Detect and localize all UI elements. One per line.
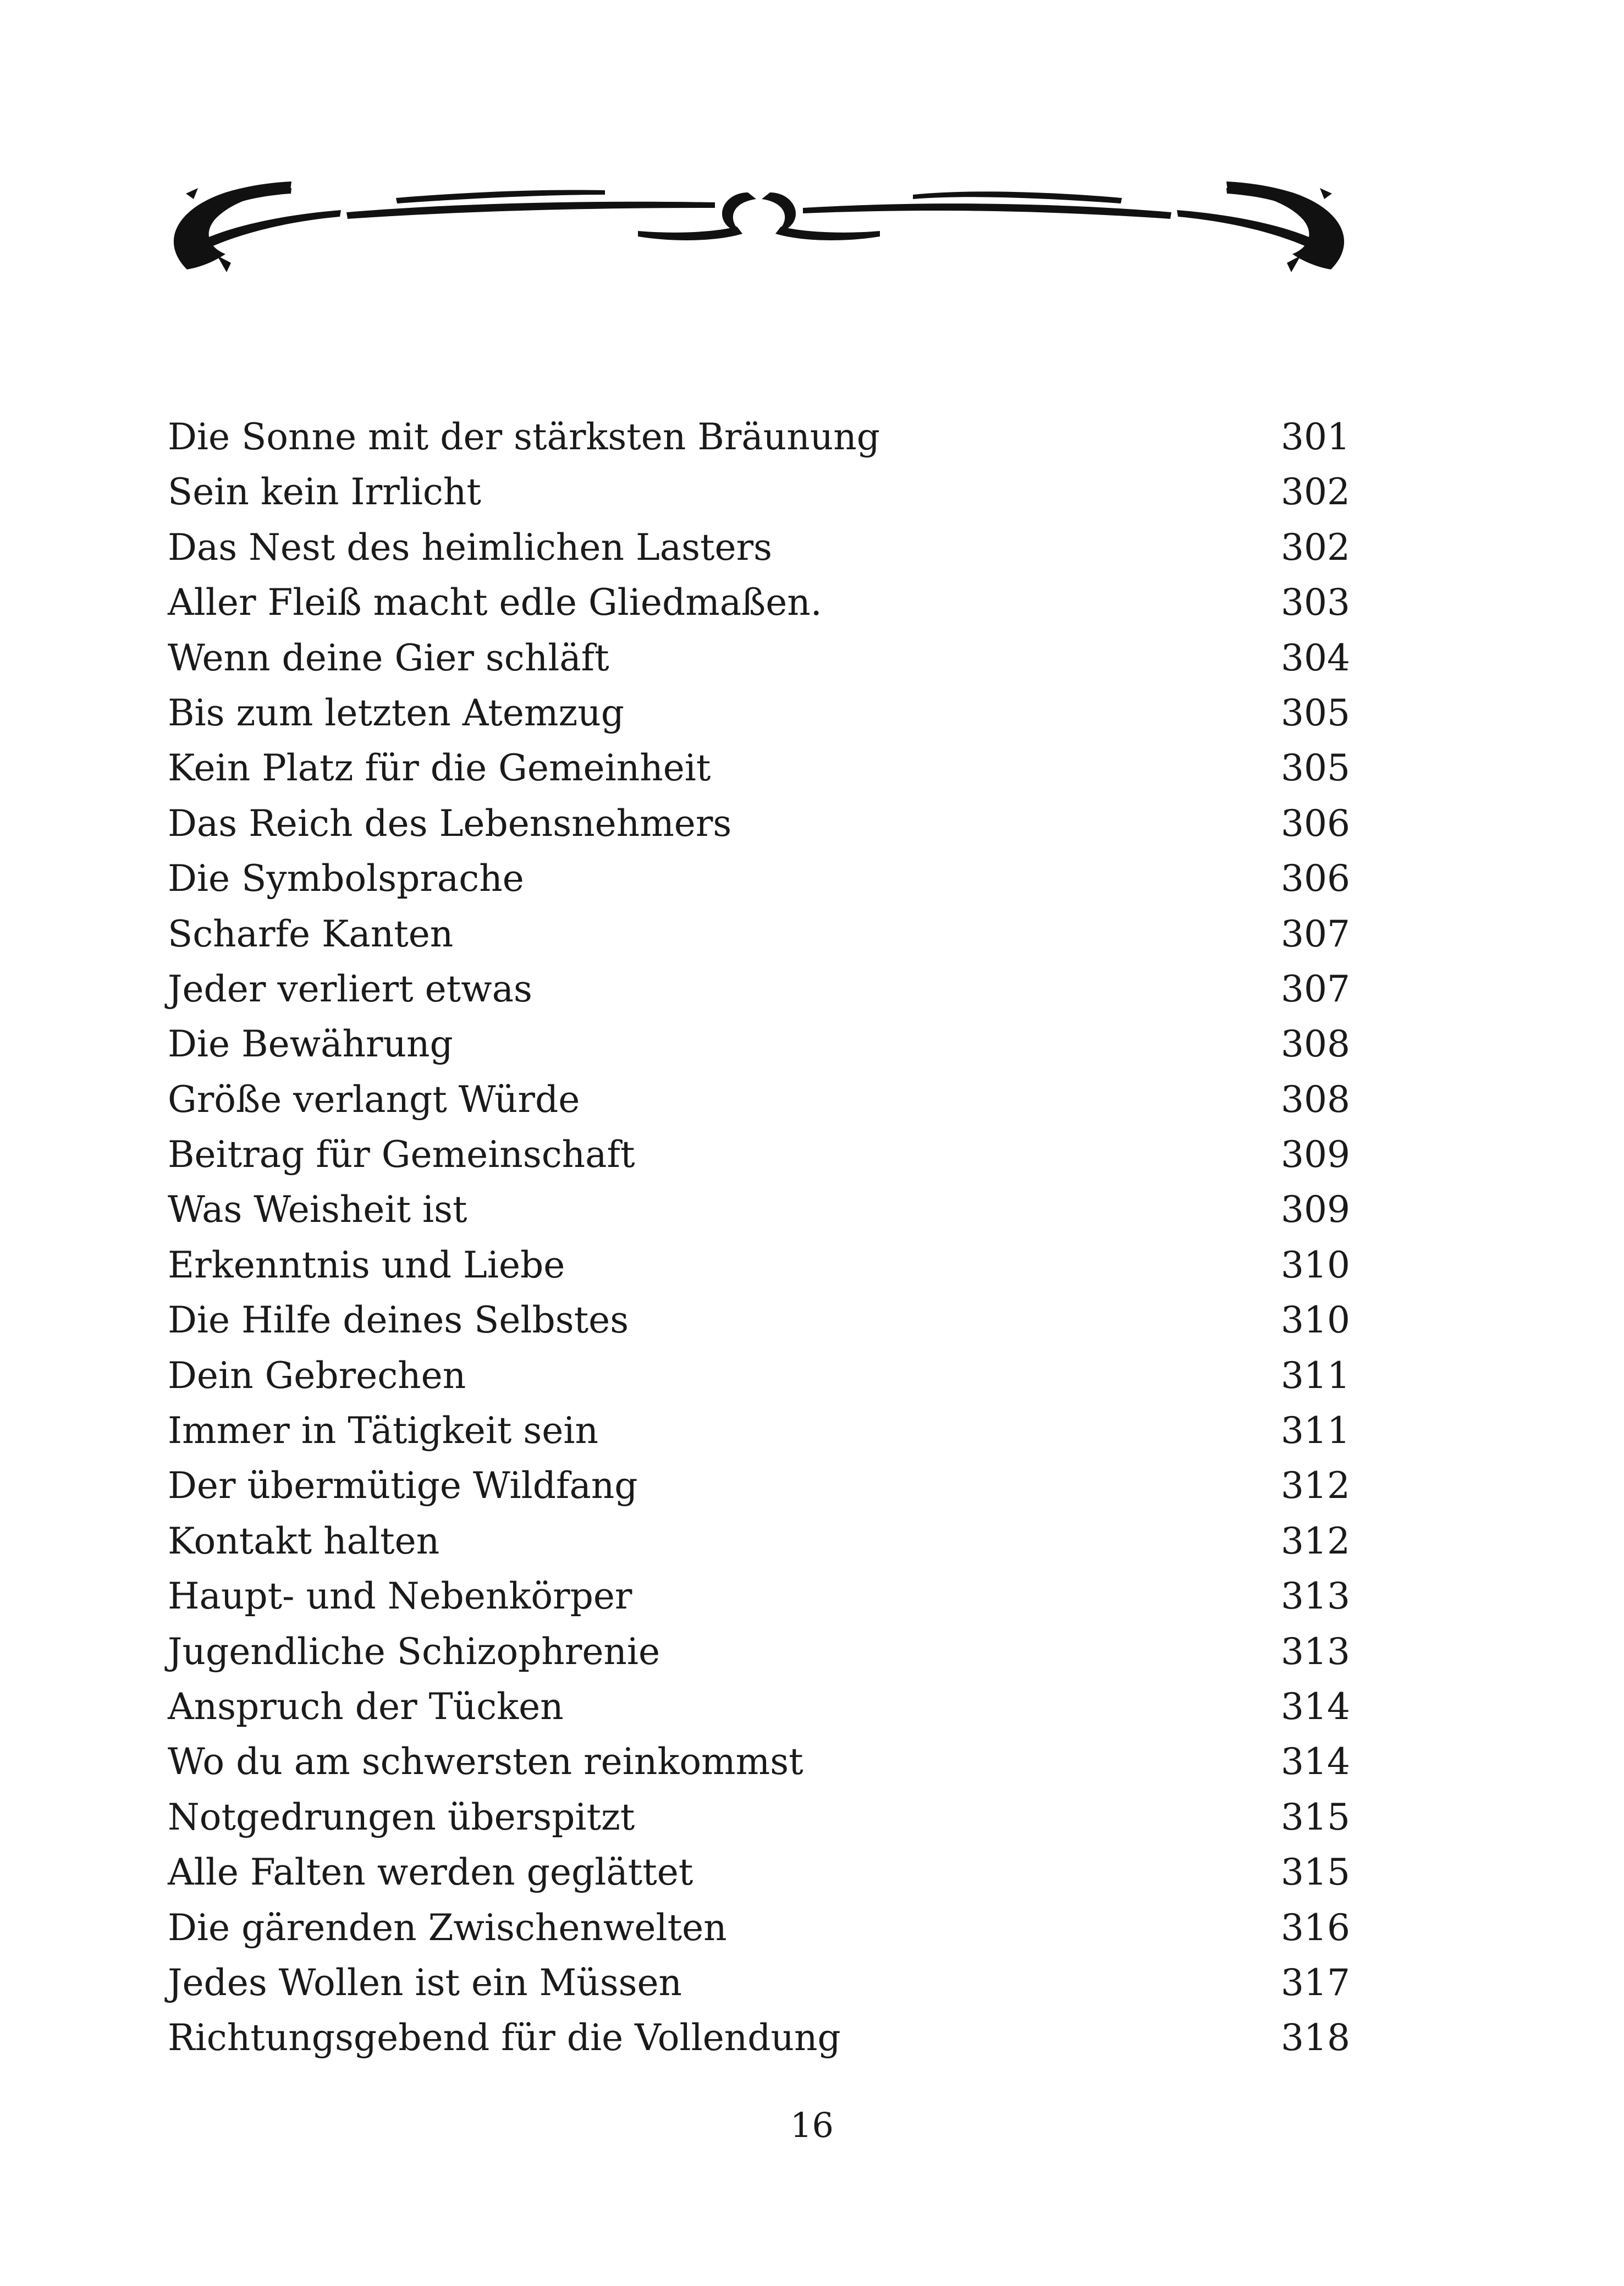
flourish-ornament-icon bbox=[165, 159, 1353, 291]
toc-entry-title: Der übermütige Wildfang bbox=[168, 1464, 638, 1507]
toc-entry-page: 311 bbox=[1281, 1409, 1350, 1452]
toc-entry-page: 310 bbox=[1281, 1299, 1350, 1342]
toc-entry-title: Dein Gebrechen bbox=[168, 1354, 466, 1397]
toc-entry-title: Haupt- und Nebenkörper bbox=[168, 1575, 632, 1618]
toc-entry-title: Die Sonne mit der stärksten Bräunung bbox=[168, 416, 880, 458]
toc-entry-page: 310 bbox=[1281, 1243, 1350, 1286]
toc-entry-page: 318 bbox=[1281, 2017, 1350, 2059]
toc-entry-page: 306 bbox=[1281, 802, 1350, 845]
toc-entry-page: 311 bbox=[1281, 1354, 1350, 1397]
toc-entry bbox=[168, 686, 1350, 741]
toc-entry-title: Was Weisheit ist bbox=[168, 1188, 467, 1231]
toc-entry-page: 303 bbox=[1281, 581, 1350, 624]
toc-entry-page: 309 bbox=[1281, 1133, 1350, 1176]
toc-entry-title: Die Hilfe deines Selbstes bbox=[168, 1299, 629, 1342]
toc-entry-page: 307 bbox=[1281, 967, 1350, 1010]
toc-entry bbox=[168, 1790, 1350, 1845]
toc-entry-title: Die gärenden Zwischenwelten bbox=[168, 1906, 727, 1949]
toc-entry bbox=[168, 2010, 1350, 2065]
toc-entry-title: Bis zum letzten Atemzug bbox=[168, 691, 625, 734]
toc-entry-page: 312 bbox=[1281, 1464, 1350, 1507]
toc-entry bbox=[168, 631, 1350, 686]
toc-entry-title: Kein Platz für die Gemeinheit bbox=[168, 747, 711, 790]
toc-entry bbox=[168, 1569, 1350, 1624]
toc-entry bbox=[168, 1293, 1350, 1348]
toc-entry-title: Kontakt halten bbox=[168, 1519, 440, 1562]
toc-entry bbox=[168, 1017, 1350, 1072]
toc-entry-page: 305 bbox=[1281, 747, 1350, 790]
toc-entry-title: Scharfe Kanten bbox=[168, 912, 454, 955]
toc-entry bbox=[168, 1734, 1350, 1789]
toc-entry-title: Wenn deine Gier schläft bbox=[168, 636, 609, 679]
toc-entry bbox=[168, 851, 1350, 906]
toc-entry-title: Jeder verliert etwas bbox=[168, 967, 532, 1010]
toc-entry-title: Alle Falten werden geglättet bbox=[168, 1851, 693, 1894]
toc-entry bbox=[168, 1624, 1350, 1679]
toc-entry-page: 308 bbox=[1281, 1078, 1350, 1121]
toc-entry bbox=[168, 796, 1350, 851]
toc-entry bbox=[168, 1458, 1350, 1513]
toc-entry-page: 315 bbox=[1281, 1795, 1350, 1838]
toc-entry bbox=[168, 1901, 1350, 1956]
toc-entry-title: Immer in Tätigkeit sein bbox=[168, 1409, 598, 1452]
toc-entry bbox=[168, 1072, 1350, 1127]
toc-entry bbox=[168, 1956, 1350, 2010]
toc-entry-page: 312 bbox=[1281, 1519, 1350, 1562]
toc-entry-page: 304 bbox=[1281, 636, 1350, 679]
toc-entry-title: Größe verlangt Würde bbox=[168, 1078, 580, 1121]
table-of-contents bbox=[168, 410, 1350, 2066]
toc-entry-title: Jugendliche Schizophrenie bbox=[168, 1630, 660, 1673]
toc-entry-page: 314 bbox=[1281, 1685, 1350, 1728]
toc-entry-title: Sein kein Irrlicht bbox=[168, 471, 481, 514]
toc-entry bbox=[168, 907, 1350, 962]
toc-entry-title: Aller Fleiß macht edle Gliedmaßen. bbox=[168, 581, 822, 624]
toc-entry-title: Beitrag für Gemeinschaft bbox=[168, 1133, 635, 1176]
toc-entry-page: 309 bbox=[1281, 1188, 1350, 1231]
toc-entry bbox=[168, 1238, 1350, 1293]
toc-entry bbox=[168, 575, 1350, 630]
toc-entry-page: 308 bbox=[1281, 1023, 1350, 1066]
toc-entry-title: Das Reich des Lebensnehmers bbox=[168, 802, 732, 845]
toc-entry bbox=[168, 1845, 1350, 1900]
toc-entry-page: 305 bbox=[1281, 691, 1350, 734]
toc-entry-title: Die Symbolsprache bbox=[168, 857, 524, 900]
toc-entry-title: Wo du am schwersten reinkommst bbox=[168, 1740, 803, 1783]
toc-entry-title: Notgedrungen überspitzt bbox=[168, 1795, 635, 1838]
toc-entry-title: Anspruch der Tücken bbox=[168, 1685, 564, 1728]
toc-entry-title: Die Bewährung bbox=[168, 1023, 453, 1066]
toc-entry-page: 314 bbox=[1281, 1740, 1350, 1783]
toc-entry-page: 316 bbox=[1281, 1906, 1350, 1949]
toc-entry bbox=[168, 1348, 1350, 1403]
toc-entry-page: 313 bbox=[1281, 1575, 1350, 1618]
toc-entry bbox=[168, 741, 1350, 796]
toc-entry-page: 307 bbox=[1281, 912, 1350, 955]
toc-entry-page: 302 bbox=[1281, 526, 1350, 569]
toc-entry bbox=[168, 1403, 1350, 1458]
toc-entry bbox=[168, 465, 1350, 520]
toc-entry-title: Das Nest des heimlichen Lasters bbox=[168, 526, 772, 569]
toc-entry bbox=[168, 410, 1350, 465]
toc-entry bbox=[168, 962, 1350, 1017]
toc-entry-page: 313 bbox=[1281, 1630, 1350, 1673]
toc-entry bbox=[168, 1679, 1350, 1734]
toc-entry-page: 301 bbox=[1281, 416, 1350, 458]
toc-entry-title: Erkenntnis und Liebe bbox=[168, 1243, 565, 1286]
toc-entry-page: 306 bbox=[1281, 857, 1350, 900]
toc-entry-page: 302 bbox=[1281, 471, 1350, 514]
toc-entry-page: 317 bbox=[1281, 1961, 1350, 2004]
toc-entry bbox=[168, 1127, 1350, 1182]
toc-entry-title: Jedes Wollen ist ein Müssen bbox=[168, 1961, 682, 2004]
toc-entry bbox=[168, 520, 1350, 575]
page-number: 16 bbox=[790, 2105, 834, 2145]
toc-entry bbox=[168, 1182, 1350, 1237]
toc-entry-title: Richtungsgebend für die Vollendung bbox=[168, 2017, 841, 2059]
toc-entry-page: 315 bbox=[1281, 1851, 1350, 1894]
toc-entry bbox=[168, 1514, 1350, 1569]
